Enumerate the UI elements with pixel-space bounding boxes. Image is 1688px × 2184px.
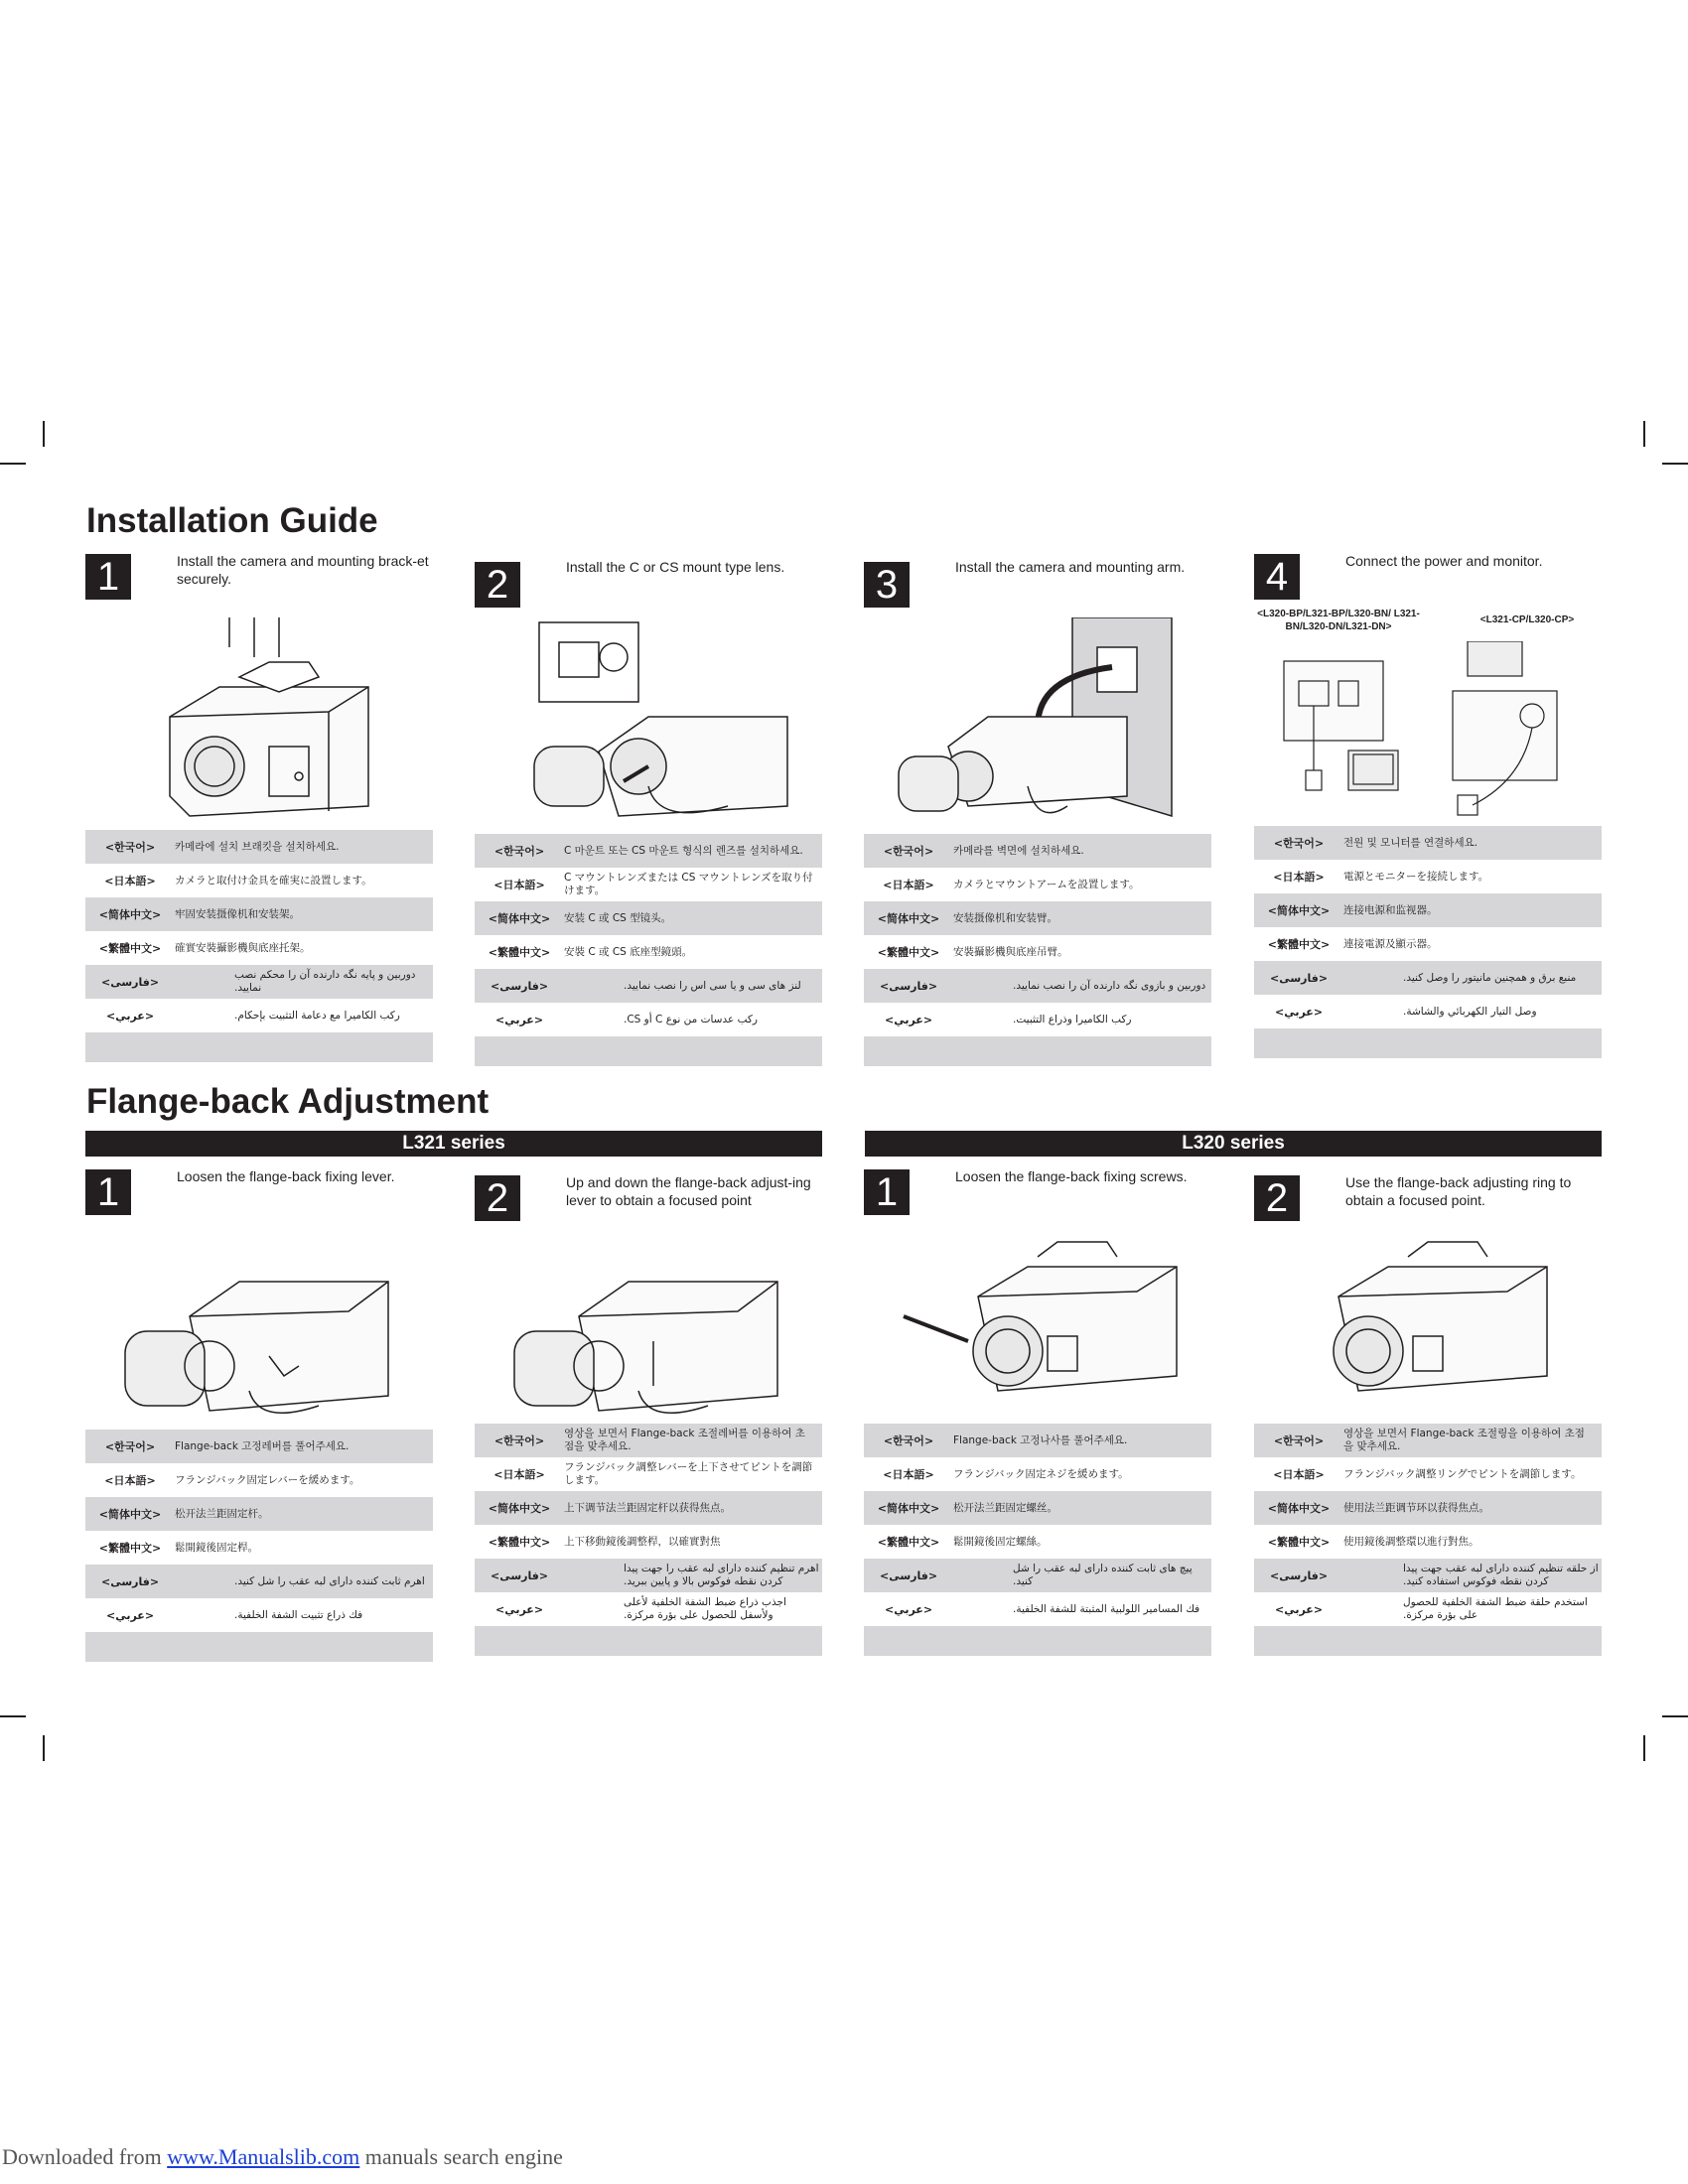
lang-row-ko [864, 834, 1211, 868]
crop-mark [1643, 1735, 1645, 1761]
lang-label: <日本語> [493, 879, 545, 891]
lang-text: フランジバック固定レバーを緩めます。 [175, 1473, 360, 1486]
lang-row-ar [1254, 995, 1602, 1028]
lang-row-ar [475, 1003, 822, 1036]
lang-row-ko [475, 1424, 822, 1457]
series-bar-l320: L320 series [865, 1131, 1602, 1157]
lang-row-fa [85, 965, 433, 999]
lang-text: 영상을 보면서 Flange-back 조절레버를 이용하여 초점을 맞추세요. [564, 1428, 805, 1452]
flange-step-l321-1 [85, 1167, 433, 1664]
lang-row-zhs [864, 901, 1211, 935]
lang-label: <한국어> [1273, 1434, 1325, 1447]
lang-text: منبع برق و همچنین مانیتور را وصل کنید. [1403, 971, 1577, 984]
crop-mark [43, 421, 45, 447]
lang-row-zhs [85, 1497, 433, 1531]
step-number: 1 [85, 554, 131, 600]
step-instruction: Loosen the flange-back fixing screws. [955, 1168, 1188, 1184]
camera-bracket-illustration [110, 617, 408, 836]
lang-label: <简体中文> [488, 1502, 551, 1515]
lang-row-ar [1254, 1592, 1602, 1626]
lang-label: <عربي> [1274, 1602, 1324, 1616]
model-label-left: <L320-BP/L321-BP/L320-BN/ L321-BN/L320-DN/L321-DN> [1257, 609, 1420, 632]
translation-table [475, 1424, 822, 1656]
lang-row-ar [85, 1598, 433, 1632]
lang-row-zhs [1254, 1491, 1602, 1525]
lang-row-ar [864, 1003, 1211, 1036]
install-step-2 [475, 556, 822, 1072]
lang-row-ja [475, 1457, 822, 1491]
lang-label: <فارسی> [1269, 1569, 1329, 1582]
lang-text: 영상을 보면서 Flange-back 조절링을 이용하여 초점을 맞추세요. [1343, 1428, 1585, 1452]
step-instruction: Use the flange-back adjusting ring to obtain a focused point. [1345, 1174, 1572, 1208]
lang-label: <한국어> [883, 1434, 934, 1447]
install-step-4 [1254, 552, 1602, 1068]
lang-text: C 마운트 또는 CS 마운트 형식의 렌즈를 설치하세요. [564, 844, 803, 857]
lang-text: カメラとマウントアームを設置します。 [953, 878, 1140, 890]
lang-row-blank [1254, 1028, 1602, 1058]
wall-mount-illustration [889, 617, 1187, 836]
lang-text: 连接电源和监视器。 [1343, 903, 1438, 916]
step-number: 4 [1254, 554, 1300, 600]
install-step-1 [85, 552, 433, 1068]
lang-text: 確實安裝攝影機與底座托架。 [175, 941, 311, 954]
lang-row-zht [475, 935, 822, 969]
lang-text: 카메라를 벽면에 설치하세요. [953, 844, 1084, 857]
lang-row-ja [864, 1457, 1211, 1491]
lang-label: <عربي> [105, 1608, 155, 1622]
lang-label: <فارسی> [490, 1569, 549, 1582]
lang-text: لنز های سی و یا سی اس را نصب نمایید. [624, 979, 801, 992]
lang-label: <عربي> [884, 1013, 933, 1026]
lang-label: <简体中文> [98, 908, 162, 921]
lang-row-blank [475, 1036, 822, 1066]
lang-row-blank [475, 1626, 822, 1656]
lang-label: <فارسی> [100, 1574, 160, 1588]
lang-label: <عربي> [884, 1602, 933, 1616]
lang-row-blank [864, 1626, 1211, 1656]
lang-row-fa [475, 1559, 822, 1592]
lang-text: پیچ های ثابت کننده دارای لبه عقب را شل کنید. [1013, 1563, 1193, 1587]
lang-row-ja [864, 868, 1211, 901]
lang-row-zht [864, 935, 1211, 969]
step-instruction: Install the camera and mounting brack-et securely. [177, 553, 429, 587]
lang-row-ko [1254, 1424, 1602, 1457]
lang-text: カメラと取付け金具を確実に設置します。 [175, 874, 372, 887]
step-number: 1 [864, 1169, 910, 1215]
lang-label: <عربي> [494, 1602, 544, 1616]
lang-text: فك ذراع تثبيت الشفة الخلفية. [234, 1608, 363, 1621]
lang-text: 連接電源及顯示器。 [1343, 937, 1438, 950]
lang-label: <简体中文> [488, 912, 551, 925]
lang-label: <한국어> [104, 841, 156, 854]
lang-label: <فارسی> [879, 1569, 938, 1582]
lang-text: C マウントレンズまたは CS マウントレンズを取り付けます。 [564, 872, 813, 896]
lang-text: 上下移動鏡後調整桿，以確實對焦 [564, 1535, 721, 1548]
lang-label: <日本語> [883, 879, 934, 891]
lang-row-ar [864, 1592, 1211, 1626]
translation-table [85, 1430, 433, 1662]
lang-row-ko [1254, 826, 1602, 860]
lang-text: Flange-back 고정나사를 풀어주세요. [953, 1433, 1128, 1446]
lang-label: <繁體中文> [488, 1536, 551, 1549]
lang-text: استخدم حلقة ضبط الشفة الخلفية للحصول على بؤرة مركزة. [1403, 1596, 1588, 1621]
step-instruction: Install the camera and mounting arm. [955, 559, 1186, 575]
lang-row-zht [475, 1525, 822, 1559]
lang-row-zhs [1254, 893, 1602, 927]
lang-row-blank [85, 1032, 433, 1062]
lang-label: <日本語> [1273, 1468, 1325, 1481]
lang-label: <繁體中文> [98, 942, 162, 955]
flange-title: Flange-back Adjustment [86, 1082, 490, 1121]
crop-mark [0, 463, 26, 465]
lang-row-zht [85, 1531, 433, 1565]
lang-row-ja [85, 864, 433, 897]
lang-text: ركب عدسات من نوع C أو CS. [624, 1013, 758, 1025]
lang-text: 松开法兰距固定杆。 [175, 1507, 269, 1520]
crop-mark [1662, 463, 1688, 465]
step-number: 3 [864, 562, 910, 608]
lang-label: <繁體中文> [1267, 938, 1331, 951]
lang-row-zhs [864, 1491, 1211, 1525]
lang-label: <繁體中文> [488, 946, 551, 959]
lang-row-ja [85, 1463, 433, 1497]
crop-mark [1643, 421, 1645, 447]
translation-table [1254, 826, 1602, 1058]
lang-label: <عربي> [105, 1009, 155, 1023]
lang-row-zht [1254, 927, 1602, 961]
flange-step-l320-2 [1254, 1173, 1602, 1670]
lang-label: <繁體中文> [877, 1536, 940, 1549]
lang-label: <简体中文> [877, 912, 940, 925]
lang-label: <繁體中文> [877, 946, 940, 959]
lang-text: Flange-back 고정레버를 풀어주세요. [175, 1439, 350, 1452]
lang-text: 전원 및 모니터를 연결하세요. [1343, 836, 1478, 849]
crop-mark [0, 1715, 26, 1717]
lang-row-ko [85, 830, 433, 864]
lang-row-fa [1254, 1559, 1602, 1592]
lang-text: 使用鏡後調整環以進行對焦。 [1343, 1535, 1479, 1548]
step-instruction: Install the C or CS mount type lens. [566, 559, 785, 575]
lang-text: 安裝攝影機與底座吊臂。 [953, 945, 1068, 958]
lang-label: <简体中文> [1267, 904, 1331, 917]
lang-row-zhs [475, 901, 822, 935]
step-instruction: Connect the power and monitor. [1345, 553, 1543, 569]
lang-text: دوربین و بازوی نگه دارنده آن را نصب نمایید. [1013, 979, 1206, 992]
step-number: 2 [475, 562, 520, 608]
lang-row-ko [85, 1430, 433, 1463]
lang-row-fa [864, 1559, 1211, 1592]
lang-label: <简体中文> [98, 1508, 162, 1521]
lang-label: <日本語> [104, 1474, 156, 1487]
lang-row-fa [864, 969, 1211, 1003]
lens-mount-illustration [499, 617, 797, 836]
step-instruction: Loosen the flange-back fixing lever. [177, 1168, 395, 1184]
lang-label: <عربي> [494, 1013, 544, 1026]
lang-label: <فارسی> [100, 975, 160, 989]
lang-label: <简体中文> [1267, 1502, 1331, 1515]
lang-row-ko [864, 1424, 1211, 1457]
footer-prefix: Downloaded from [2, 2144, 168, 2169]
lang-row-ja [1254, 860, 1602, 893]
lang-text: 安装 C 或 CS 型镜头。 [564, 911, 672, 924]
lang-text: 安装摄像机和安装臂。 [953, 911, 1057, 924]
lang-label: <한국어> [1273, 837, 1325, 850]
lang-text: フランジバック調整レバーを上下させてピントを調節します。 [564, 1461, 813, 1486]
translation-table [864, 1424, 1211, 1656]
lang-row-ko [475, 834, 822, 868]
lang-text: 使用法兰距调节环以获得焦点。 [1343, 1501, 1489, 1514]
lang-text: فك المسامير اللولبية المثبتة للشفة الخلفية. [1013, 1602, 1200, 1615]
lang-row-zht [85, 931, 433, 965]
translation-table [864, 834, 1211, 1066]
lang-text: フランジバック固定ネジを緩めます。 [953, 1467, 1129, 1480]
step-instruction: Up and down the flange-back adjust-ing lever to obtain a focused point [566, 1174, 811, 1208]
power-monitor-illustration [1274, 641, 1582, 820]
installation-title: Installation Guide [86, 501, 378, 540]
crop-mark [1662, 1715, 1688, 1717]
lang-text: اهرم تنظیم کننده دارای لبه عقب را جهت پیدا کردن نقطه فوکوس بالا و پایین ببرید. [624, 1563, 819, 1587]
step-number: 2 [1254, 1175, 1300, 1221]
lang-text: 電源とモニターを接続します。 [1343, 870, 1489, 883]
flange-step-l321-2 [475, 1173, 822, 1670]
lang-row-zht [864, 1525, 1211, 1559]
lang-label: <فارسی> [879, 979, 938, 993]
lang-text: اجذب ذراع ضبط الشفة الخلفية لأعلى ولأسفل للحصول على بؤرة مركزة. [624, 1596, 786, 1621]
lang-label: <한국어> [493, 845, 545, 858]
lang-text: از حلقه تنظیم کننده دارای لبه عقب جهت پیدا کردن نقطه فوکوس استفاده کنید. [1403, 1563, 1599, 1587]
footer-suffix: manuals search engine [359, 2144, 563, 2169]
lang-row-ar [85, 999, 433, 1032]
lang-text: دوربین و پایه نگه دارنده آن را محکم نصب نمایید. [234, 969, 416, 994]
series-bar-l321: L321 series [85, 1131, 822, 1157]
lang-row-ja [1254, 1457, 1602, 1491]
lang-row-blank [1254, 1626, 1602, 1656]
lang-text: フランジバック調整リングでピントを調節します。 [1343, 1467, 1582, 1480]
flange-adjust-lever-illustration [499, 1227, 797, 1445]
lang-label: <한국어> [493, 1434, 545, 1447]
lang-label: <日本語> [883, 1468, 934, 1481]
lang-text: ركب الكاميرا وذراع التثبيت. [1013, 1013, 1132, 1025]
flange-screws-illustration [889, 1227, 1187, 1445]
lang-label: <简体中文> [877, 1502, 940, 1515]
lang-text: 카메라에 설치 브래킷을 설치하세요. [175, 840, 340, 853]
lang-label: <한국어> [883, 845, 934, 858]
lang-text: 松开法兰距固定螺丝。 [953, 1501, 1057, 1514]
lang-label: <日本語> [104, 875, 156, 887]
translation-table [85, 830, 433, 1062]
step-number: 2 [475, 1175, 520, 1221]
lang-row-ar [475, 1592, 822, 1626]
lang-row-zhs [85, 897, 433, 931]
lang-text: وصل التيار الكهربائي والشاشة. [1403, 1005, 1537, 1018]
crop-mark [43, 1735, 45, 1761]
lang-row-ja [475, 868, 822, 901]
download-footer [2, 2144, 563, 2170]
lang-label: <繁體中文> [98, 1542, 162, 1555]
lang-text: 鬆開鏡後固定螺絲。 [953, 1535, 1048, 1548]
flange-step-l320-1 [864, 1167, 1211, 1664]
lang-row-zht [1254, 1525, 1602, 1559]
lang-row-fa [1254, 961, 1602, 995]
lang-text: ركب الكاميرا مع دعامة التثبيت بإحكام. [234, 1009, 400, 1022]
flange-ring-illustration [1279, 1227, 1577, 1445]
lang-label: <فارسی> [1269, 971, 1329, 985]
lang-text: اهرم ثابت کننده دارای لبه عقب را شل کنید. [234, 1574, 425, 1587]
manualslib-link[interactable]: www.Manualslib.com [167, 2144, 360, 2169]
lang-text: 牢固安装摄像机和安装架。 [175, 907, 300, 920]
lang-row-zhs [475, 1491, 822, 1525]
model-label-right: <L321-CP/L320-CP> [1479, 614, 1575, 625]
lang-label: <日本語> [493, 1468, 545, 1481]
lang-row-fa [85, 1565, 433, 1598]
translation-table [475, 834, 822, 1066]
lang-text: 鬆開鏡後固定桿。 [175, 1541, 258, 1554]
lang-text: 安裝 C 或 CS 底座型鏡頭。 [564, 945, 693, 958]
flange-lever-illustration [110, 1227, 408, 1445]
lang-label: <한국어> [104, 1440, 156, 1453]
install-step-3 [864, 556, 1211, 1072]
step-number: 1 [85, 1169, 131, 1215]
lang-label: <عربي> [1274, 1005, 1324, 1019]
translation-table [1254, 1424, 1602, 1656]
lang-label: <فارسی> [490, 979, 549, 993]
lang-label: <繁體中文> [1267, 1536, 1331, 1549]
lang-label: <日本語> [1273, 871, 1325, 884]
lang-row-fa [475, 969, 822, 1003]
lang-text: 上下调节法兰距固定杆以获得焦点。 [564, 1501, 731, 1514]
lang-row-blank [85, 1632, 433, 1662]
lang-row-blank [864, 1036, 1211, 1066]
